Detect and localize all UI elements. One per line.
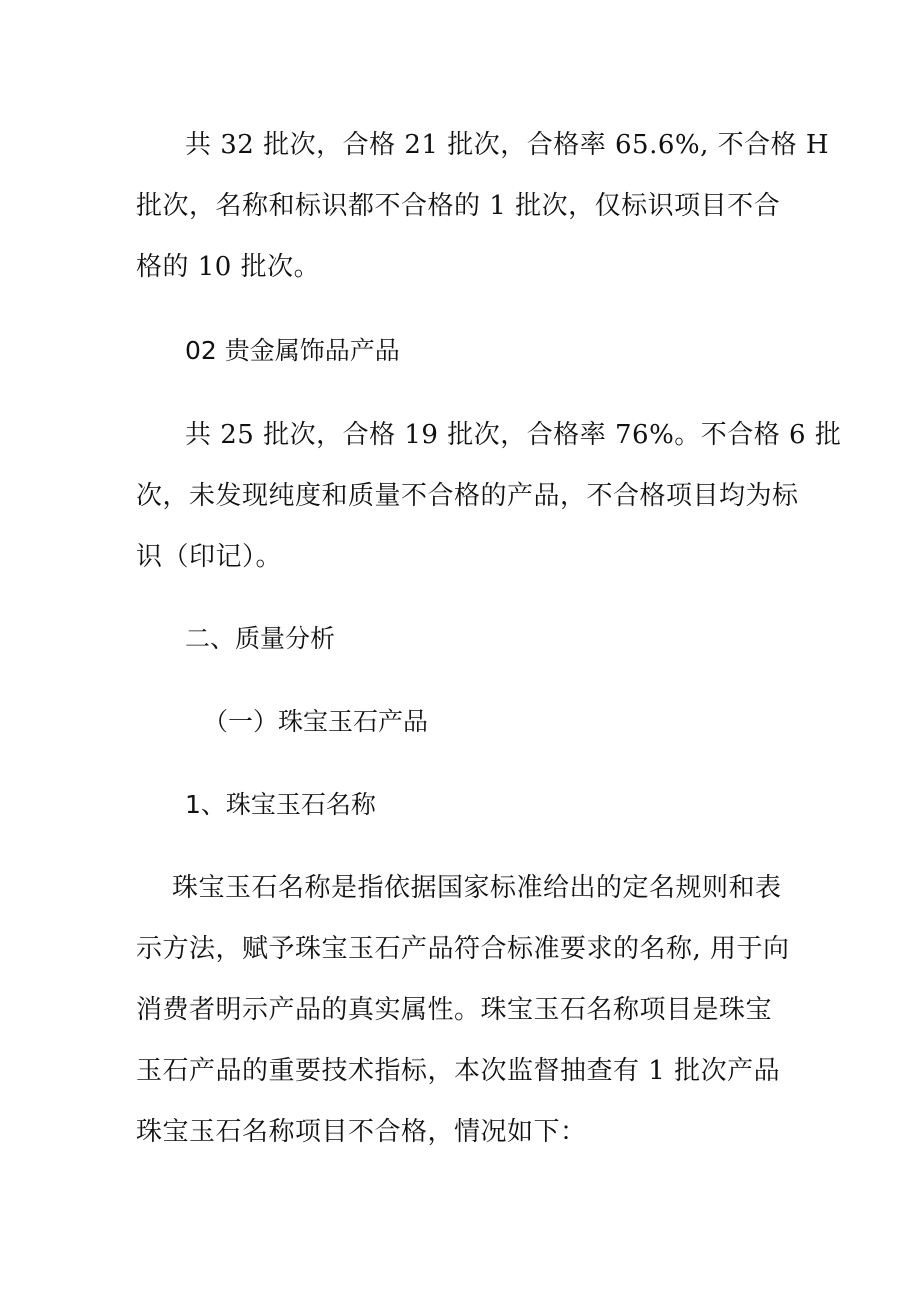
- text-line: 示方法，赋予珠宝玉石产品符合标准要求的名称, 用于向: [136, 934, 790, 964]
- paragraph-precious-metal-stats: [136, 405, 842, 588]
- text-line: 珠宝玉石名称项目不合格，情况如下：: [136, 1117, 587, 1147]
- text-line: 消费者明示产品的真实属性。珠宝玉石名称项目是珠宝: [136, 995, 773, 1025]
- text-line: 格的 10 批次。: [136, 252, 321, 282]
- heading-jewelry-products: （一）珠宝玉石产品: [203, 707, 429, 736]
- heading-precious-metal: 02 贵金属饰品产品: [185, 336, 400, 365]
- text-line: 珠宝玉石名称是指依据国家标准给出的定名规则和表: [172, 873, 782, 903]
- text-line: 共 25 批次，合格 19 批次，合格率 76%。不合格 6 批: [185, 420, 842, 450]
- heading-jewelry-name: 1、珠宝玉石名称: [185, 790, 376, 819]
- paragraph-jewelry-stats: [136, 115, 830, 298]
- text-line: 批次，名称和标识都不合格的 1 批次，仅标识项目不合: [136, 191, 781, 221]
- text-line: 次，未发现纯度和质量不合格的产品，不合格项目均为标: [136, 481, 799, 511]
- heading-quality-analysis: 二、质量分析: [185, 624, 336, 653]
- text-line: 共 32 批次，合格 21 批次，合格率 65.6%, 不合格 H: [185, 130, 830, 160]
- text-line: 玉石产品的重要技术指标，本次监督抽查有 1 批次产品: [136, 1056, 781, 1086]
- paragraph-jewelry-name-desc: [136, 858, 790, 1163]
- text-line: 识（印记）。: [136, 542, 283, 572]
